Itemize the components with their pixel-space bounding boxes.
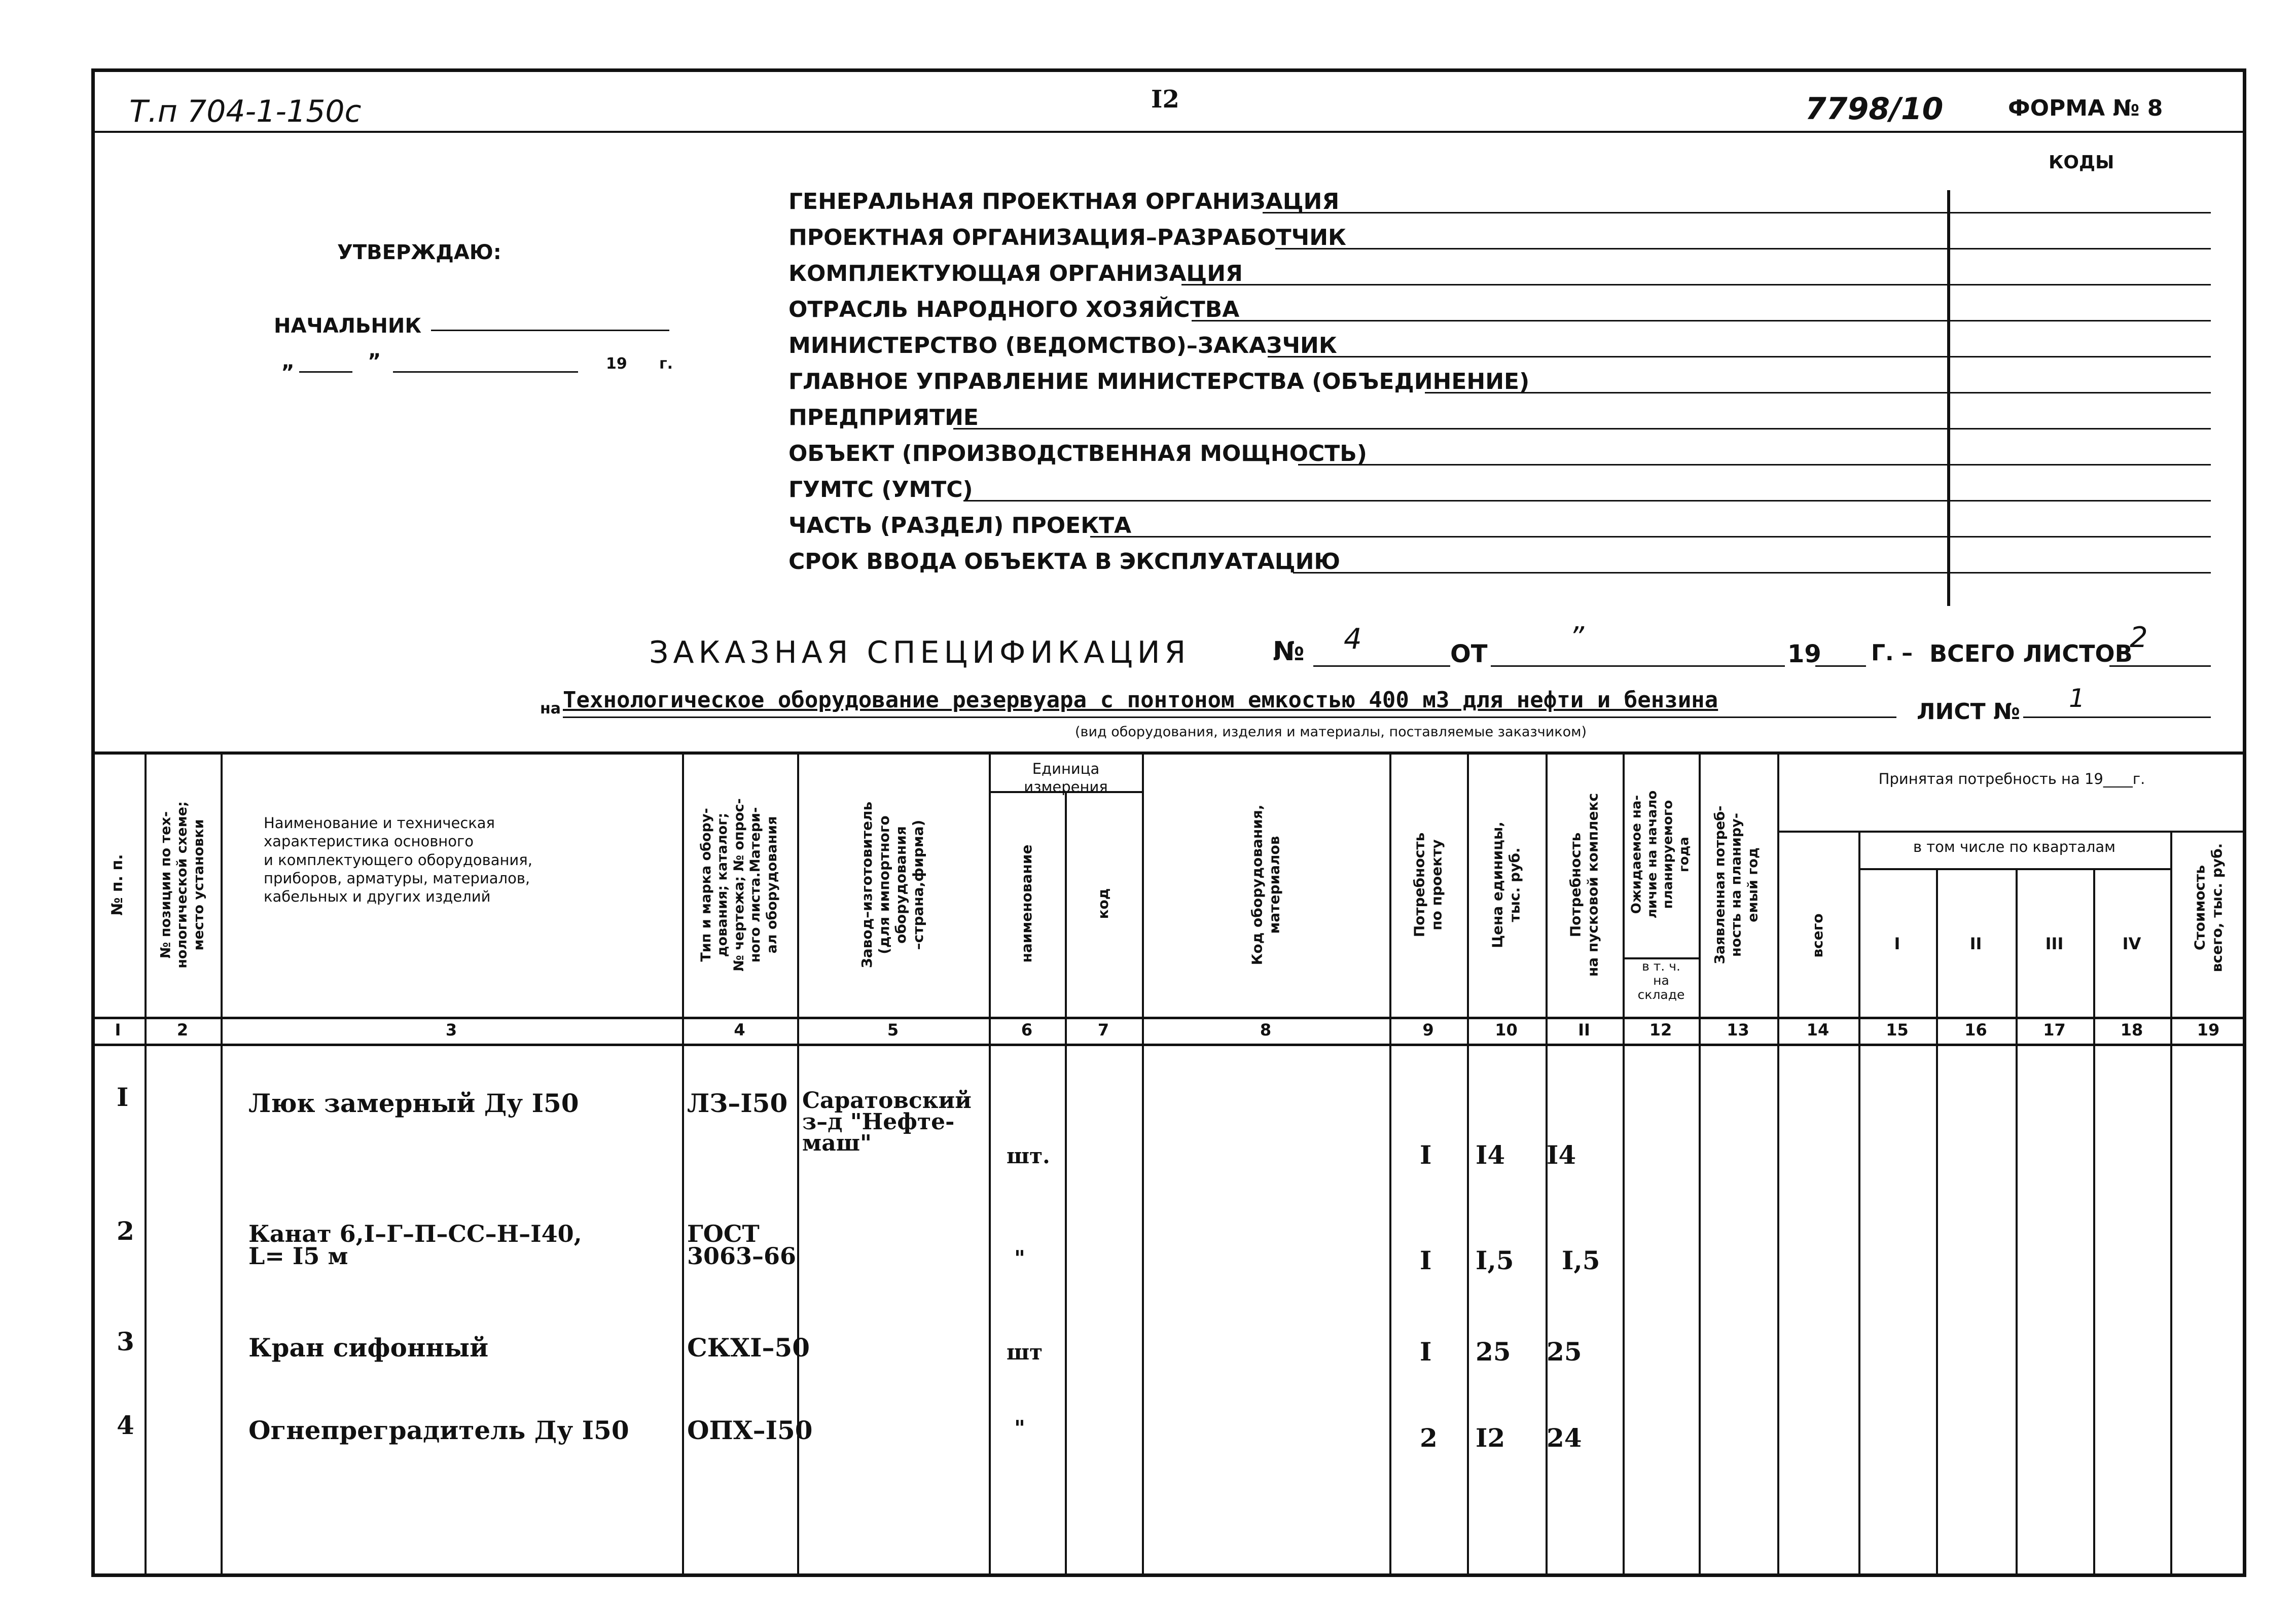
quarters-group-header: в том числе по кварталам xyxy=(1913,838,2116,855)
org-field-2-line[interactable] xyxy=(1275,248,2211,249)
table-row-2-qty: I xyxy=(1420,1245,1432,1275)
table-header-bottom xyxy=(91,1017,2246,1019)
org-field-3: КОМПЛЕКТУЮЩАЯ ОРГАНИЗАЦИЯ xyxy=(788,261,1243,287)
chief-signature-line[interactable] xyxy=(431,330,669,331)
col-line xyxy=(1142,751,1144,1577)
col-header-16: II xyxy=(1969,934,1982,953)
spec-on-label: на xyxy=(540,700,561,718)
col-line xyxy=(2016,868,2018,1577)
org-field-11-line[interactable] xyxy=(1293,572,2211,574)
table-row-1-maker: Саратовский з–д "Нефте- маш" xyxy=(802,1088,972,1156)
table-row-3-price: 25 xyxy=(1476,1337,1511,1367)
col-header-19: Стоимость всего, тыс. руб. xyxy=(2191,843,2225,973)
col-number-14: 14 xyxy=(1806,1020,1829,1040)
table-row-2-price: I,5 xyxy=(1476,1245,1514,1275)
spec-caption: (вид оборудования, изделия и материалы, поставляемые заказчиком) xyxy=(1075,724,1587,740)
chief-label: НАЧАЛЬНИК xyxy=(274,314,422,338)
col-header-13: Заявленная потреб- ность на планиру- емый год xyxy=(1712,805,1761,964)
date-year-prefix: 19 xyxy=(606,355,627,373)
table-row-3-name: Кран сифонный xyxy=(248,1333,489,1363)
col-header-7: код xyxy=(1095,888,1112,919)
col-header-4: Тип и марка обору- дования; каталог; № чертежа; № опрос- ного листа.Матери- ал оборудования xyxy=(698,798,780,972)
org-field-3-line[interactable] xyxy=(1181,284,2211,285)
table-row-3-type: СКХI–50 xyxy=(687,1333,810,1363)
org-field-6-line[interactable] xyxy=(1425,392,2211,393)
org-field-11: СРОК ВВОДА ОБЪЕКТА В ЭКСПЛУАТАЦИЮ xyxy=(788,549,1341,575)
date-year-suffix: г. xyxy=(659,355,673,373)
org-field-8-line[interactable] xyxy=(1298,464,2211,466)
spec-subject-line xyxy=(563,717,1896,718)
table-row-2-start: I,5 xyxy=(1562,1245,1600,1275)
col-header-18: IV xyxy=(2122,934,2141,953)
col-line xyxy=(1777,751,1779,1577)
date-day-line[interactable] xyxy=(299,371,352,373)
col-header-15: I xyxy=(1894,934,1900,953)
org-field-8: ОБЪЕКТ (ПРОИЗВОДСТВЕННАЯ МОЩНОСТЬ) xyxy=(788,441,1367,467)
col-number-19: 19 xyxy=(2197,1020,2220,1040)
col-line xyxy=(2093,868,2095,1577)
col-number-8: 8 xyxy=(1260,1020,1272,1040)
table-row-1-name: Люк замерный Ду I50 xyxy=(248,1088,579,1118)
col-number-11: II xyxy=(1578,1020,1590,1040)
col-number-12: 12 xyxy=(1649,1020,1672,1040)
spec-subject: Технологическое оборудование резервуара с понтоном емкостью 400 м3 для нефти и бензина xyxy=(563,687,1718,713)
org-field-5: МИНИСТЕРСТВО (ВЕДОМСТВО)–ЗАКАЗЧИК xyxy=(788,333,1337,359)
table-row-3-qty: I xyxy=(1420,1337,1432,1367)
col-line xyxy=(2170,831,2172,1577)
date-quote-open: „ xyxy=(281,350,295,373)
table-row-3-unit: шт xyxy=(1007,1340,1043,1365)
accepted-group-divider xyxy=(1777,831,2246,833)
org-field-5-line[interactable] xyxy=(1268,356,2211,357)
col-number-6: 6 xyxy=(1021,1020,1033,1040)
col-line xyxy=(1623,751,1625,1577)
col-line xyxy=(1389,751,1391,1577)
approve-label: УТВЕРЖДАЮ: xyxy=(337,241,501,264)
table-row-4-price: I2 xyxy=(1476,1423,1505,1453)
table-row-4-name: Огнепреградитель Ду I50 xyxy=(248,1415,629,1445)
col-number-9: 9 xyxy=(1422,1020,1434,1040)
accepted-group-header: Принятая потребность на 19____г. xyxy=(1878,770,2145,787)
table-row-1-qty: I xyxy=(1420,1140,1432,1170)
col-number-2: 2 xyxy=(176,1020,189,1040)
quarters-group-divider xyxy=(1858,868,2170,870)
org-field-10-line[interactable] xyxy=(1090,536,2211,538)
table-row-2-unit: " xyxy=(1014,1246,1025,1271)
spec-from-label: ОТ xyxy=(1450,640,1488,668)
org-field-1-line[interactable] xyxy=(1263,212,2211,213)
table-row-2-name: Канат 6,I–Г–П–СС–Н–I40, L= I5 м xyxy=(248,1220,582,1270)
org-field-6: ГЛАВНОЕ УПРАВЛЕНИЕ МИНИСТЕРСТВА (ОБЪЕДИНЕНИЕ) xyxy=(788,369,1530,395)
unit-group-header: Единица измерения xyxy=(1024,760,1108,796)
spec-sheet-label: ЛИСТ № xyxy=(1917,699,2020,725)
col-header-9: Потребность по проекту xyxy=(1411,832,1445,938)
col-header-2: № позиции по тех- нологической схеме; место установки xyxy=(158,801,207,969)
codes-divider xyxy=(1947,190,1950,606)
table-row-2-number: 2 xyxy=(117,1216,134,1246)
spec-total-sheets-line[interactable] xyxy=(2109,665,2211,667)
table-row-1-type: ЛЗ–I50 xyxy=(687,1088,788,1118)
spec-total-sheets: 2 xyxy=(2130,621,2148,654)
table-row-1-start: I4 xyxy=(1547,1140,1576,1170)
org-field-7: ПРЕДПРИЯТИЕ xyxy=(788,405,979,431)
col-number-1: I xyxy=(115,1020,121,1040)
spec-from-value: ” xyxy=(1569,621,1585,654)
col-line xyxy=(797,751,799,1577)
spec-sheet-number: 1 xyxy=(2069,684,2085,713)
col-number-4: 4 xyxy=(734,1020,745,1040)
col-number-5: 5 xyxy=(887,1020,899,1040)
col-number-17: 17 xyxy=(2043,1020,2066,1040)
org-field-4: ОТРАСЛЬ НАРОДНОГО ХОЗЯЙСТВА xyxy=(788,297,1240,323)
date-month-line[interactable] xyxy=(393,371,578,373)
col-number-18: 18 xyxy=(2120,1020,2143,1040)
form-number: ФОРМА № 8 xyxy=(2008,95,2163,121)
doc-code: Т.п 704-1-150с xyxy=(129,94,362,129)
spec-year-line[interactable] xyxy=(1815,665,1866,667)
col-line xyxy=(221,751,223,1577)
spec-number-line[interactable] xyxy=(1313,665,1450,667)
col-number-7: 7 xyxy=(1097,1020,1109,1040)
col-line xyxy=(1936,868,1938,1577)
col-header-10: Цена единицы, тыс. руб. xyxy=(1489,821,1523,948)
spec-year-suffix: Г. – xyxy=(1871,640,1913,666)
col-line xyxy=(1699,751,1701,1577)
header-divider xyxy=(91,131,2246,133)
col-header-1: № п. п. xyxy=(109,854,126,916)
table-row-3-number: 3 xyxy=(117,1327,134,1356)
col-header-5: Завод–изготовитель (для импортного оборудования –страна,фирма) xyxy=(858,801,926,969)
col-line xyxy=(989,751,991,1577)
org-field-10: ЧАСТЬ (РАЗДЕЛ) ПРОЕКТА xyxy=(788,513,1132,539)
org-field-9: ГУМТС (УМТС) xyxy=(788,477,973,503)
codes-label: КОДЫ xyxy=(2049,152,2114,173)
table-top-border xyxy=(91,751,2246,755)
col-header-3: Наименование и техническая характеристика основного и комплектующего оборудования, приборов, арматуры, материалов, кабельных и других изделий xyxy=(264,814,532,905)
col-header-8: Код оборудования, материалов xyxy=(1248,804,1282,965)
table-row-1-price: I4 xyxy=(1476,1140,1505,1170)
org-field-7-line[interactable] xyxy=(953,428,2211,429)
org-field-2: ПРОЕКТНАЯ ОРГАНИЗАЦИЯ–РАЗРАБОТЧИК xyxy=(788,225,1346,250)
col-header-14: всего xyxy=(1809,913,1826,958)
date-quote-close: ” xyxy=(368,350,381,373)
col-header-12: Ожидаемое на- личие на начало планируемого года xyxy=(1629,790,1692,919)
table-row-1-unit: шт. xyxy=(1007,1143,1050,1168)
col-number-10: 10 xyxy=(1495,1020,1518,1040)
col-line xyxy=(1065,791,1067,1577)
spec-date-line[interactable] xyxy=(1491,665,1785,667)
col-header-6: наименование xyxy=(1018,844,1035,963)
spec-total-sheets-label: ВСЕГО ЛИСТОВ xyxy=(1929,640,2133,667)
table-row-4-type: ОПХ–I50 xyxy=(687,1415,813,1445)
table-row-1-number: I xyxy=(117,1082,129,1112)
spec-year-label: 19 xyxy=(1787,640,1821,668)
page-number: I2 xyxy=(1151,85,1179,114)
table-numbers-bottom xyxy=(91,1044,2246,1046)
col-header-11: Потребность на пусковой комплекс xyxy=(1567,793,1601,977)
col-number-15: 15 xyxy=(1886,1020,1909,1040)
table-row-3-start: 25 xyxy=(1547,1337,1582,1367)
col-header-12-sub: в т. ч. на складе xyxy=(1637,959,1685,1002)
spec-title: ЗАКАЗНАЯ СПЕЦИФИКАЦИЯ xyxy=(649,635,1191,670)
table-row-4-start: 24 xyxy=(1547,1423,1582,1453)
table-row-4-qty: 2 xyxy=(1420,1423,1438,1453)
table-row-4-number: 4 xyxy=(117,1410,134,1440)
org-field-1: ГЕНЕРАЛЬНАЯ ПРОЕКТНАЯ ОРГАНИЗАЦИЯ xyxy=(788,189,1340,214)
table-row-4-unit: " xyxy=(1014,1416,1025,1441)
inventory-number: 7798/10 xyxy=(1805,91,1944,127)
col-line xyxy=(1467,751,1469,1577)
table-row-2-type: ГОСТ 3063–66 xyxy=(687,1220,797,1270)
col-number-13: 13 xyxy=(1727,1020,1749,1040)
org-field-4-line[interactable] xyxy=(1192,320,2211,321)
col-header-17: III xyxy=(2045,934,2064,953)
org-field-9-line[interactable] xyxy=(963,500,2211,502)
doc-code-underline xyxy=(127,131,380,133)
spec-sheet-line[interactable] xyxy=(2023,717,2211,718)
spec-number: 4 xyxy=(1344,623,1362,656)
col-line xyxy=(145,751,147,1577)
col-number-3: 3 xyxy=(445,1020,457,1040)
spec-no-label: № xyxy=(1273,636,1305,667)
col-number-16: 16 xyxy=(1964,1020,1987,1040)
